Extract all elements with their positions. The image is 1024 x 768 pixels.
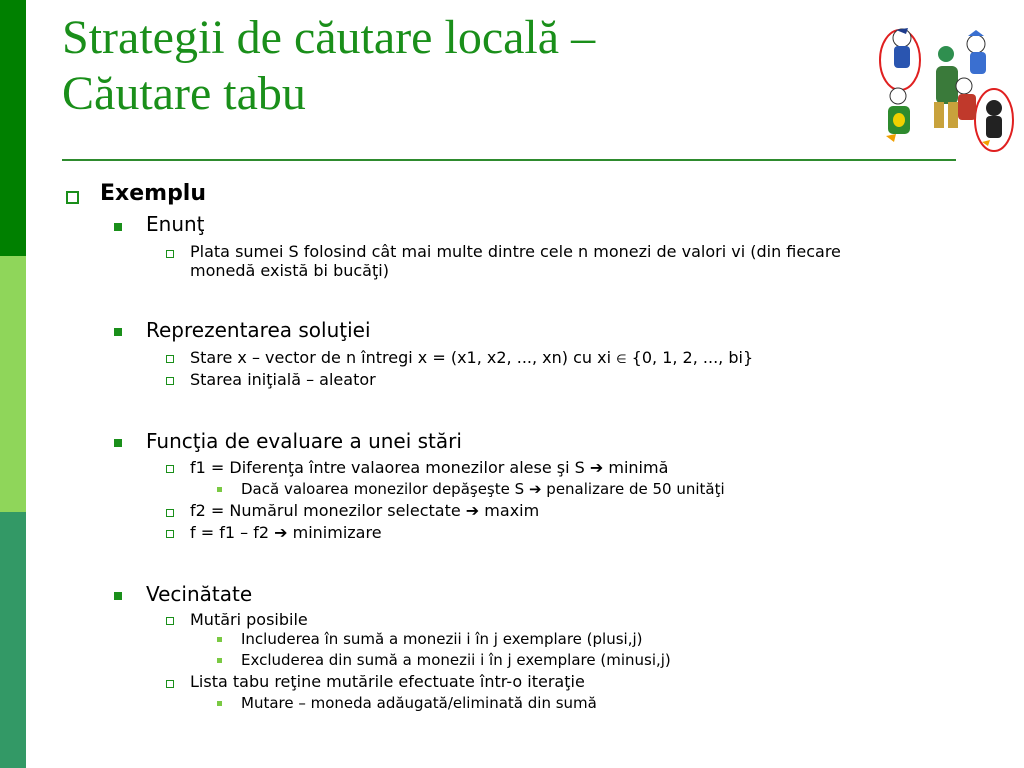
depaseste-text-start: Dacă valoarea monezilor depăşeşte S — [241, 480, 525, 498]
f2-text — [190, 501, 539, 520]
element-of-symbol: ∈ — [616, 352, 627, 366]
bullet-level-3 — [166, 509, 174, 517]
bullet-level-3 — [166, 530, 174, 538]
mutare-text: Mutare – moneda adăugată/eliminată din sumă — [241, 694, 597, 712]
f2-text-start: f2 = Numărul monezilor selectate — [190, 501, 461, 520]
bullet-level-2 — [114, 328, 122, 336]
starea-initiala-text: Starea iniţială – aleator — [190, 370, 376, 389]
arrow-icon: ➔ — [589, 458, 604, 477]
f1-text — [190, 458, 668, 477]
f-text-start: f = f1 – f2 — [190, 523, 270, 542]
stare-text-start: Stare x – vector de n întregi x = (x1, x2, ..., xn) cu xi — [190, 348, 612, 367]
f1-text-start: f1 = Diferenţa între valaorea monezilor alese şi S — [190, 458, 585, 477]
bullet-level-3 — [166, 250, 174, 258]
bullet-level-3 — [166, 680, 174, 688]
bullet-level-2 — [114, 592, 122, 600]
bullet-vecinatate: Vecinătate — [146, 582, 253, 606]
bullet-reprezentarea: Reprezentarea soluţiei — [146, 318, 371, 342]
enunt-text-line-1: Plata sumei S folosind cât mai multe dintre cele n monezi de valori vi (din fiecare — [190, 242, 841, 261]
mutari-text: Mutări posibile — [190, 610, 308, 629]
f-text — [190, 523, 382, 542]
arrow-icon: ➔ — [274, 523, 288, 542]
bullet-exemplu: Exemplu — [100, 181, 207, 206]
bullet-level-4 — [217, 487, 222, 492]
bullet-level-3 — [166, 377, 174, 385]
excluderea-text: Excluderea din sumă a monezii i în j exemplare (minusi,j) — [241, 651, 671, 669]
stare-text-end: {0, 1, 2, ..., bi} — [631, 348, 754, 367]
bullet-level-3 — [166, 617, 174, 625]
slide-title-line-1: Strategii de căutare locală – — [62, 11, 596, 64]
slide-title-line-2: Căutare tabu — [62, 67, 306, 120]
f-text-end: minimizare — [292, 523, 382, 542]
bullet-enunt: Enunţ — [146, 212, 205, 236]
bullet-level-4 — [217, 658, 222, 663]
bullet-level-4 — [217, 701, 222, 706]
bullet-functia: Funcţia de evaluare a unei stări — [146, 429, 462, 453]
enunt-text-line-2: monedă există bi bucăţi) — [190, 261, 389, 280]
f2-text-end: maxim — [484, 501, 540, 520]
lista-tabu-text: Lista tabu reţine mutările efectuate într-o iteraţie — [190, 672, 585, 691]
arrow-icon: ➔ — [528, 480, 542, 498]
depaseste-text — [241, 480, 725, 498]
includerea-text: Includerea în sumă a monezii i în j exemplare (plusi,j) — [241, 630, 643, 648]
bullet-level-3 — [166, 355, 174, 363]
bullet-level-4 — [217, 637, 222, 642]
bullet-level-1 — [66, 191, 79, 204]
stare-text — [190, 348, 753, 367]
f1-text-end: minimă — [608, 458, 669, 477]
bullet-level-3 — [166, 465, 174, 473]
bullet-level-2 — [114, 223, 122, 231]
arrow-icon: ➔ — [465, 501, 480, 520]
depaseste-text-end: penalizare de 50 unităţi — [546, 480, 725, 498]
bullet-level-2 — [114, 439, 122, 447]
